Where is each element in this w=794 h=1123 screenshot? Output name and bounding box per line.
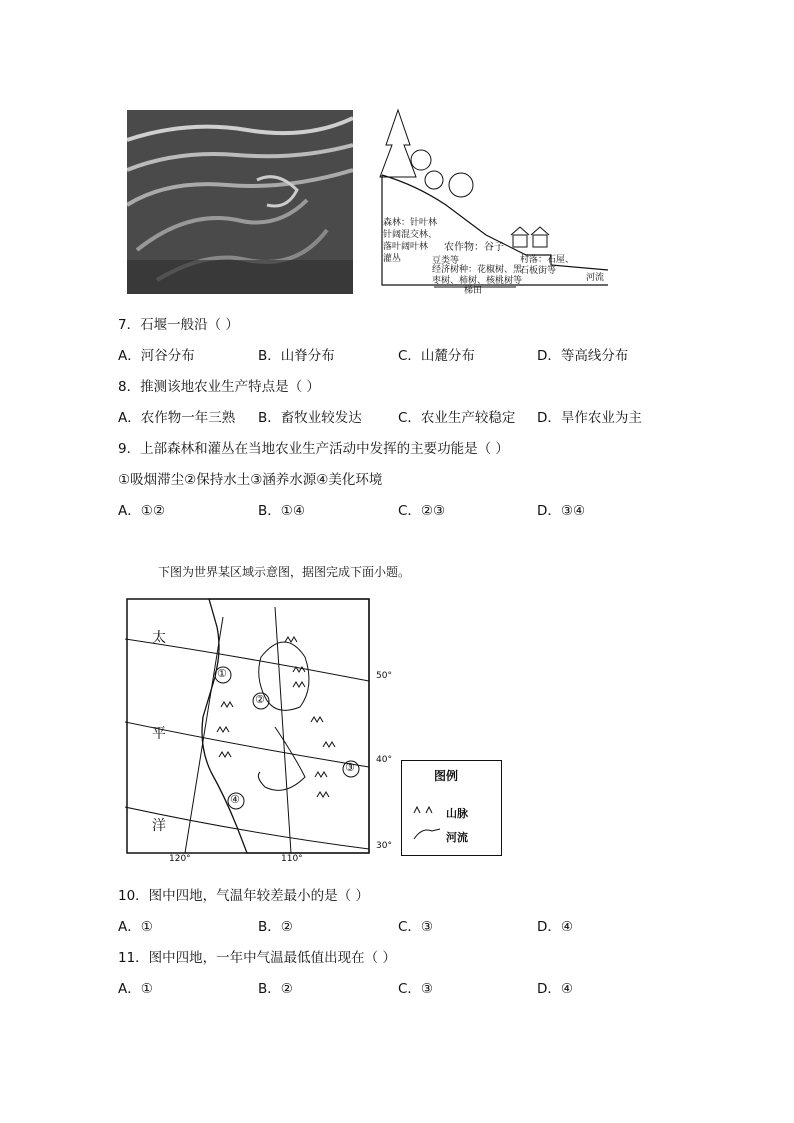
q10-option-b[interactable]: B．② — [258, 919, 293, 935]
q11-option-c[interactable]: C．③ — [398, 981, 434, 997]
legend-title: 图例 — [434, 769, 459, 783]
lat-label-50: 50° — [376, 671, 392, 681]
river-icon — [414, 829, 440, 839]
point-2: ② — [255, 693, 265, 706]
question-11: 11．图中四地，一年中气温最低值出现在（ ） — [118, 950, 396, 966]
mountain-icon — [414, 807, 432, 813]
village-label: 村落：石屋、 石板街等 — [520, 255, 575, 276]
q7-option-c[interactable]: C．山麓分布 — [398, 348, 475, 364]
point-3: ③ — [345, 761, 355, 774]
terrace-photo — [127, 110, 353, 294]
lat-label-40: 40° — [376, 755, 392, 765]
q8-option-a[interactable]: A．农作物一年三熟 — [118, 410, 236, 426]
q9-option-d[interactable]: D．③④ — [537, 503, 586, 519]
question-8: 8．推测该地农业生产特点是（ ） — [118, 379, 320, 395]
crops-label-2: 豆类等 — [432, 256, 460, 266]
question-9: 9．上部森林和灌丛在当地农业生产活动中发挥的主要功能是（ ） — [118, 441, 509, 457]
forest-label: 森林：针叶林 针阔混交林、 落叶阔叶林 灌丛 — [383, 218, 438, 264]
question-9-statements: ①吸烟滞尘②保持水土③涵养水源④美化环境 — [118, 472, 383, 488]
econ-tree-label: 经济树种：花椒树、黑 枣树、柿树、核桃树等 — [432, 265, 523, 286]
terrace-label: 梯田 — [464, 286, 483, 296]
point-4: ④ — [230, 793, 240, 806]
lat-label-30: 30° — [376, 841, 392, 851]
q10-option-c[interactable]: C．③ — [398, 919, 434, 935]
q11-option-a[interactable]: A．① — [118, 981, 153, 997]
q7-option-a[interactable]: A．河谷分布 — [118, 348, 195, 364]
map-legend — [401, 760, 502, 856]
legend-river: 河流 — [446, 831, 468, 844]
q7-option-b[interactable]: B．山脊分布 — [258, 348, 335, 364]
q9-option-b[interactable]: B．①④ — [258, 503, 305, 519]
lon-label-120: 120° — [169, 854, 191, 864]
slope-profile-diagram — [376, 105, 614, 295]
q8-option-b[interactable]: B．畜牧业较发达 — [258, 410, 362, 426]
lon-label-110: 110° — [281, 854, 303, 864]
region-map — [125, 597, 373, 864]
point-1: ① — [217, 667, 227, 680]
q7-option-d[interactable]: D．等高线分布 — [537, 348, 629, 364]
legend-mountain: 山脉 — [446, 807, 468, 820]
ocean-char-2: 平 — [152, 726, 166, 742]
q8-option-c[interactable]: C．农业生产较稳定 — [398, 410, 516, 426]
q8-option-d[interactable]: D．旱作农业为主 — [537, 410, 642, 426]
question-10: 10．图中四地，气温年较差最小的是（ ） — [118, 888, 369, 904]
river-label: 河流 — [586, 273, 605, 283]
q10-option-d[interactable]: D．④ — [537, 919, 573, 935]
crops-label: 农作物：谷子 — [444, 242, 504, 253]
q9-option-c[interactable]: C．②③ — [398, 503, 446, 519]
q9-option-a[interactable]: A．①② — [118, 503, 165, 519]
question-7: 7．石堰一般沿（ ） — [118, 317, 239, 333]
q11-option-b[interactable]: B．② — [258, 981, 293, 997]
ocean-char-1: 太 — [152, 630, 166, 646]
q11-option-d[interactable]: D．④ — [537, 981, 573, 997]
q10-option-a[interactable]: A．① — [118, 919, 153, 935]
ocean-char-3: 洋 — [152, 818, 166, 834]
map-intro: 下图为世界某区域示意图，据图完成下面小题。 — [158, 565, 411, 579]
